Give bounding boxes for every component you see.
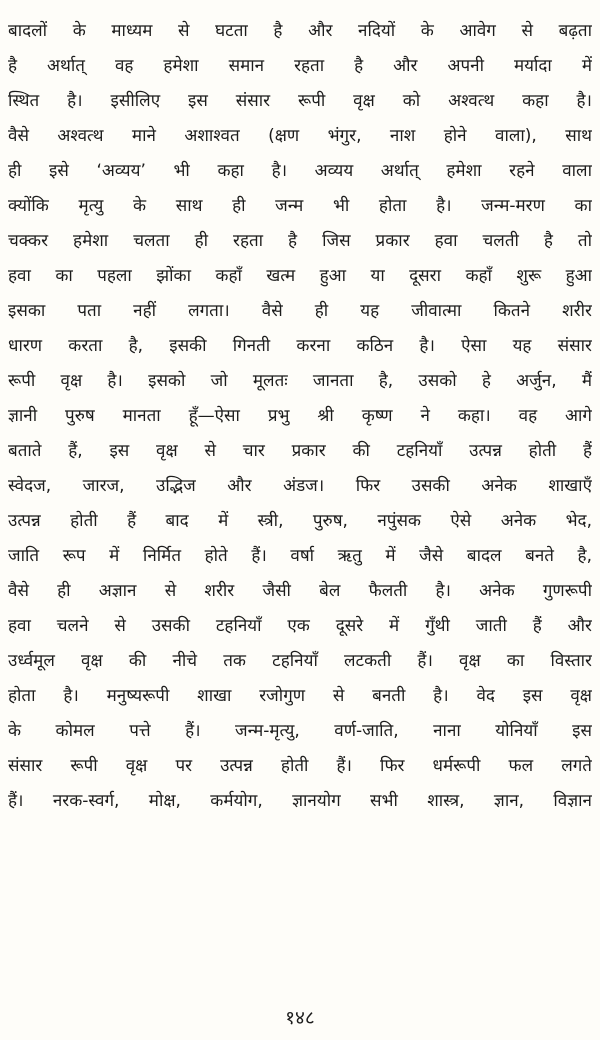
text-line-14: स्वेदज, जारज, उद्भिज और अंडज। फिर उसकी अनेक शाखाएँ (8, 476, 592, 496)
text-line-4: वैसे अश्वत्थ माने अशाश्वत (क्षण भंगुर, नाश होने वाला), साथ (8, 126, 592, 146)
text-line-19: उर्ध्वमूल वृक्ष की नीचे तक टहनियाँ लटकती हैं। वृक्ष का विस्तार (8, 651, 592, 671)
text-line-22: संसार रूपी वृक्ष पर उत्पन्न होती हैं। फिर धर्मरूपी फल लगते (8, 756, 592, 776)
text-line-9: इसका पता नहीं लगता। वैसे ही यह जीवात्मा कितने शरीर (8, 301, 592, 321)
text-line-2: है अर्थात् वह हमेशा समान रहता है और अपनी मर्यादा में (8, 56, 592, 76)
text-line-10: धारण करता है, इसकी गिनती करना कठिन है। ऐसा यह संसार (8, 336, 592, 356)
text-line-8: हवा का पहला झोंका कहाँ खत्म हुआ या दूसरा कहाँ शुरू हुआ (8, 266, 592, 286)
text-line-6: क्योंकि मृत्यु के साथ ही जन्म भी होता है। जन्म-मरण का (8, 196, 592, 216)
text-line-16: जाति रूप में निर्मित होते हैं। वर्षा ऋतु में जैसे बादल बनते है, (8, 546, 592, 566)
text-line-18: हवा चलने से उसकी टहनियाँ एक दूसरे में गुँथी जाती हैं और (8, 616, 592, 636)
text-line-15: उत्पन्न होती हैं बाद में स्त्री, पुरुष, नपुंसक ऐसे अनेक भेद, (8, 511, 592, 531)
text-line-1: बादलों के माध्यम से घटता है और नदियों के आवेग से बढ़ता (8, 21, 592, 41)
text-line-20: होता है। मनुष्यरूपी शाखा रजोगुण से बनती है। वेद इस वृक्ष (8, 686, 592, 706)
text-line-21: के कोमल पत्ते हैं। जन्म-मृत्यु, वर्ण-जाति, नाना योनियाँ इस (8, 721, 592, 741)
text-line-5: ही इसे ‘अव्यय’ भी कहा है। अव्यय अर्थात् हमेशा रहने वाला (8, 161, 592, 181)
text-line-12: ज्ञानी पुरुष मानता हूँ—ऐसा प्रभु श्री कृष्ण ने कहा। वह आगे (8, 406, 592, 426)
text-line-17: वैसे ही अज्ञान से शरीर जैसी बेल फैलती है। अनेक गुणरूपी (8, 581, 592, 601)
page-number: १४८ (285, 1007, 315, 1029)
text-line-3: स्थित है। इसीलिए इस संसार रूपी वृक्ष को अश्वत्थ कहा है। (8, 91, 592, 111)
text-line-11: रूपी वृक्ष है। इसको जो मूलतः जानता है, उसको हे अर्जुन, मैं (8, 371, 592, 391)
text-line-7: चक्कर हमेशा चलता ही रहता है जिस प्रकार हवा चलती है तो (8, 231, 592, 251)
body-text (8, 14, 592, 819)
text-line-13: बताते हैं, इस वृक्ष से चार प्रकार की टहनियाँ उत्पन्न होती हैं (8, 441, 592, 461)
text-line-23: हैं। नरक-स्वर्ग, मोक्ष, कर्मयोग, ज्ञानयोग सभी शास्त्र, ज्ञान, विज्ञान (8, 791, 592, 811)
